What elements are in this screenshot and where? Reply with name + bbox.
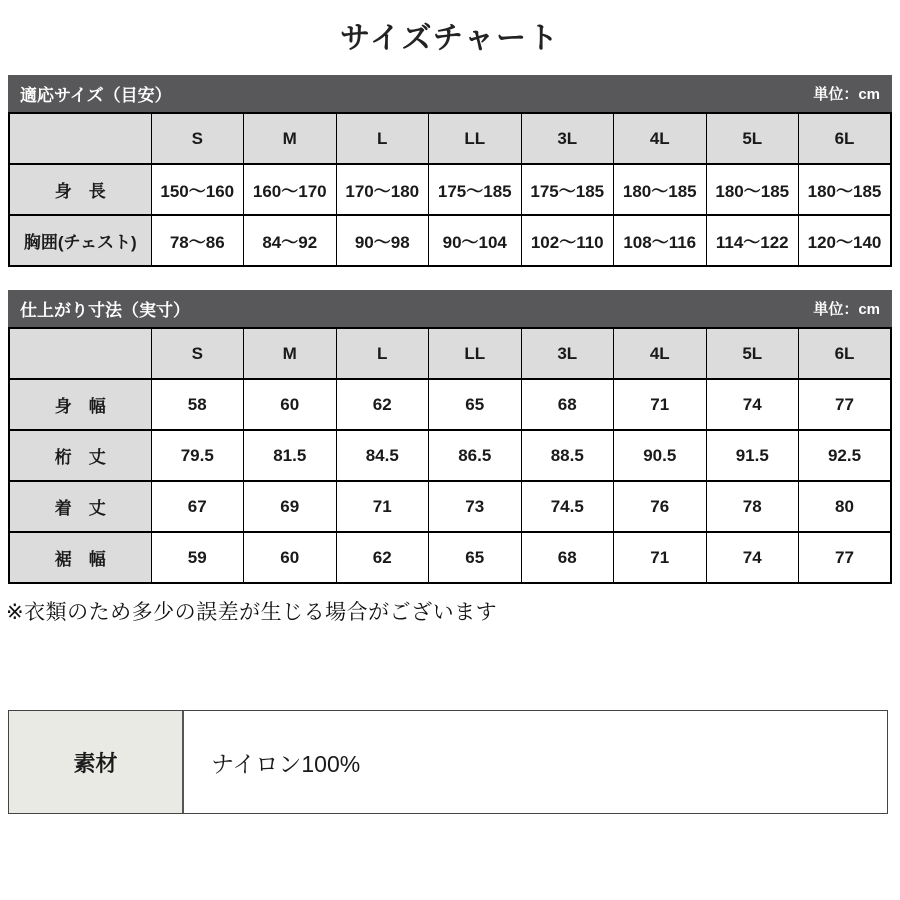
material-label: 素材 <box>9 711 184 813</box>
value-cell: 59 <box>151 532 244 583</box>
row-label-length: 着 丈 <box>9 481 151 532</box>
value-cell: 65 <box>429 532 522 583</box>
value-cell: 90〜104 <box>429 215 522 266</box>
value-cell: 175〜185 <box>429 164 522 215</box>
corner-cell <box>9 113 151 164</box>
size-header-cell: S <box>151 113 244 164</box>
value-cell: 90〜98 <box>336 215 429 266</box>
value-cell: 74.5 <box>521 481 614 532</box>
row-label-sleeve-length: 桁 丈 <box>9 430 151 481</box>
value-cell: 180〜185 <box>799 164 892 215</box>
section-header-applicable-size <box>8 75 892 112</box>
page-title: サイズチャート <box>339 22 561 55</box>
size-chart-page <box>8 0 892 814</box>
finished-measurements-table <box>8 327 892 584</box>
size-header-cell: 5L <box>706 113 799 164</box>
value-cell: 84.5 <box>336 430 429 481</box>
value-cell: 170〜180 <box>336 164 429 215</box>
value-cell: 108〜116 <box>614 215 707 266</box>
value-cell: 71 <box>336 481 429 532</box>
value-cell: 71 <box>614 379 707 430</box>
size-header-cell: 3L <box>521 328 614 379</box>
value-cell: 58 <box>151 379 244 430</box>
value-cell: 79.5 <box>151 430 244 481</box>
value-cell: 78〜86 <box>151 215 244 266</box>
material-table <box>8 710 888 814</box>
size-header-cell: S <box>151 328 244 379</box>
value-cell: 77 <box>799 379 892 430</box>
table-row <box>9 379 891 430</box>
table-row <box>9 481 891 532</box>
value-cell: 60 <box>244 379 337 430</box>
value-cell: 91.5 <box>706 430 799 481</box>
size-header-cell: L <box>336 113 429 164</box>
size-header-cell: M <box>244 328 337 379</box>
corner-cell <box>9 328 151 379</box>
value-cell: 180〜185 <box>614 164 707 215</box>
table-row <box>9 164 891 215</box>
row-label-body-width: 身 幅 <box>9 379 151 430</box>
section2-unit-label: 単位：cm <box>813 301 880 318</box>
applicable-size-table <box>8 112 892 267</box>
material-value: ナイロン100% <box>211 750 361 777</box>
section2-title: 仕上がり寸法（実寸） <box>20 301 190 320</box>
value-cell: 77 <box>799 532 892 583</box>
value-cell: 74 <box>706 379 799 430</box>
value-cell: 73 <box>429 481 522 532</box>
value-cell: 150〜160 <box>151 164 244 215</box>
size-header-cell: 5L <box>706 328 799 379</box>
size-header-cell: LL <box>429 328 522 379</box>
value-cell: 60 <box>244 532 337 583</box>
row-label-hem-width: 裾 幅 <box>9 532 151 583</box>
value-cell: 86.5 <box>429 430 522 481</box>
size-header-cell: 6L <box>799 328 892 379</box>
value-cell: 92.5 <box>799 430 892 481</box>
value-cell: 67 <box>151 481 244 532</box>
value-cell: 88.5 <box>521 430 614 481</box>
value-cell: 71 <box>614 532 707 583</box>
row-label-chest: 胸囲(チェスト) <box>9 215 151 266</box>
value-cell: 62 <box>336 379 429 430</box>
value-cell: 90.5 <box>614 430 707 481</box>
value-cell: 81.5 <box>244 430 337 481</box>
value-cell: 62 <box>336 532 429 583</box>
tolerance-note: ※衣類のため多少の誤差が生じる場合がございます <box>6 601 498 624</box>
value-cell: 68 <box>521 532 614 583</box>
table-row <box>9 532 891 583</box>
size-header-cell: 3L <box>521 113 614 164</box>
value-cell: 78 <box>706 481 799 532</box>
value-cell: 69 <box>244 481 337 532</box>
value-cell: 80 <box>799 481 892 532</box>
section1-title: 適応サイズ（目安） <box>20 86 172 105</box>
value-cell: 180〜185 <box>706 164 799 215</box>
row-label-height: 身 長 <box>9 164 151 215</box>
table-row <box>9 215 891 266</box>
value-cell: 76 <box>614 481 707 532</box>
value-cell: 175〜185 <box>521 164 614 215</box>
value-cell: 65 <box>429 379 522 430</box>
value-cell: 102〜110 <box>521 215 614 266</box>
value-cell: 120〜140 <box>799 215 892 266</box>
size-header-cell: LL <box>429 113 522 164</box>
table-row <box>9 430 891 481</box>
size-header-cell: 4L <box>614 113 707 164</box>
value-cell: 160〜170 <box>244 164 337 215</box>
value-cell: 74 <box>706 532 799 583</box>
size-header-cell: L <box>336 328 429 379</box>
size-header-cell: M <box>244 113 337 164</box>
size-header-cell: 6L <box>799 113 892 164</box>
section1-unit-label: 単位：cm <box>813 86 880 103</box>
size-header-cell: 4L <box>614 328 707 379</box>
section-header-finished-measurements <box>8 290 892 327</box>
table-row <box>9 113 891 164</box>
value-cell: 68 <box>521 379 614 430</box>
value-cell: 84〜92 <box>244 215 337 266</box>
value-cell: 114〜122 <box>706 215 799 266</box>
table-row <box>9 328 891 379</box>
